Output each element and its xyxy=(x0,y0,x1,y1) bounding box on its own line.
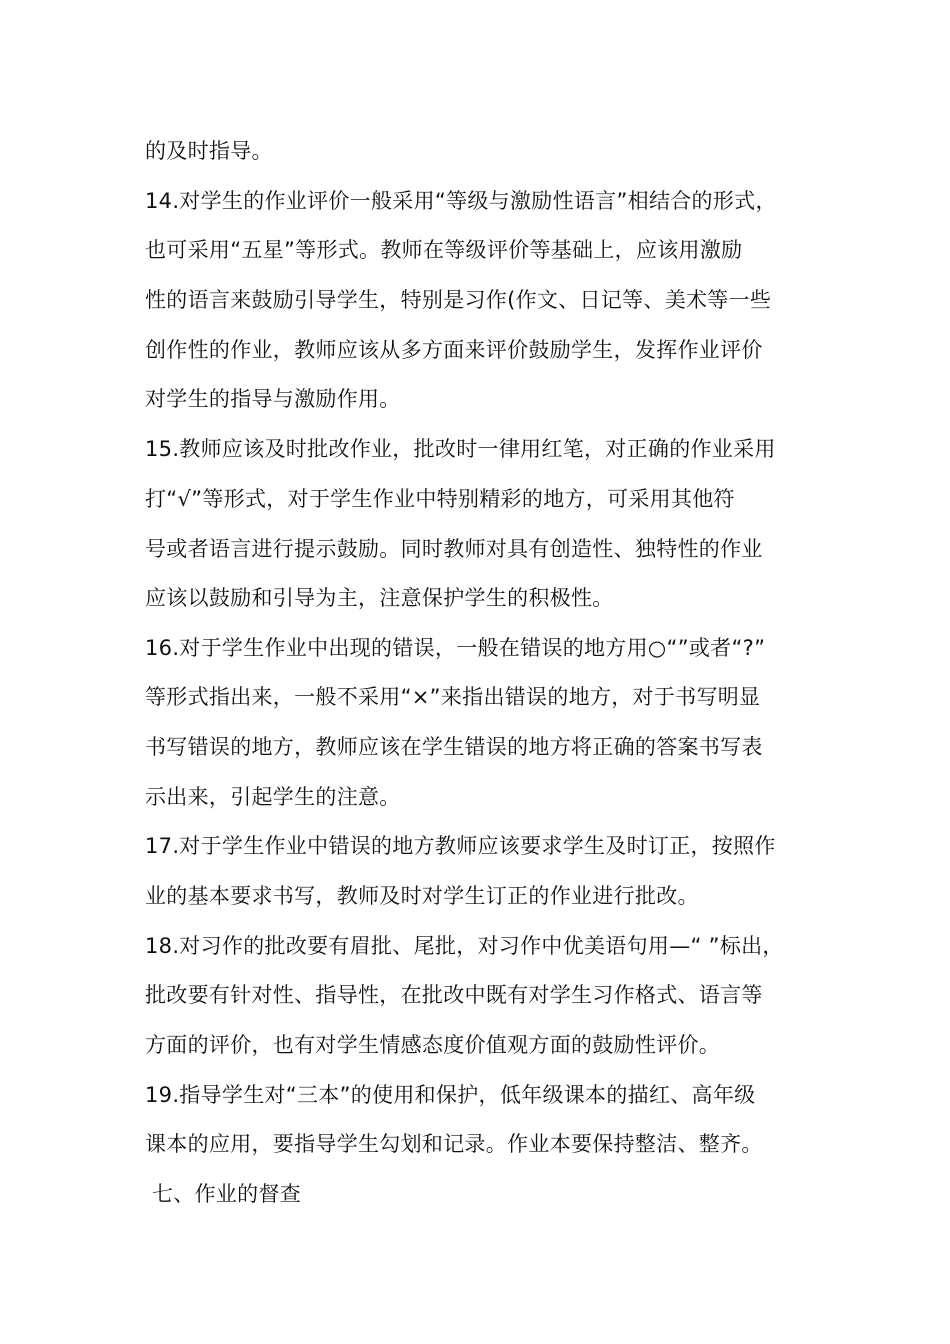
item-16-line-1: 16.对于学生作业中出现的错误，一般在错误的地方用○“”或者“?” xyxy=(145,636,766,660)
item-17-line-1: 17.对于学生作业中错误的地方教师应该要求学生及时订正，按照作 xyxy=(145,834,776,858)
text-line: 等形式指出来，一般不采用“×”来指出错误的地方，对于书写明显 xyxy=(145,685,761,709)
text-line: 课本的应用，要指导学生勾划和记录。作业本要保持整洁、整齐。 xyxy=(145,1132,763,1156)
text-line: 的及时指导。 xyxy=(145,139,273,163)
text-line: 创作性的作业，教师应该从多方面来评价鼓励学生，发挥作业评价 xyxy=(145,338,763,362)
item-14-line-1: 14.对学生的作业评价一般采用“等级与激励性语言”相结合的形式， xyxy=(145,189,777,213)
text-line: 方面的评价，也有对学生情感态度价值观方面的鼓励性评价。 xyxy=(145,1033,721,1057)
text-line: 号或者语言进行提示鼓励。同时教师对具有创造性、独特性的作业 xyxy=(145,537,763,561)
item-18-line-1: 18.对习作的批改要有眉批、尾批，对习作中优美语句用—“ ”标出， xyxy=(145,934,784,958)
text-line: 示出来，引起学生的注意。 xyxy=(145,785,401,809)
item-19-line-1: 19.指导学生对“三本”的使用和保护，低年级课本的描红、高年级 xyxy=(145,1083,756,1107)
text-line: 对学生的指导与激励作用。 xyxy=(145,387,401,411)
text-line: 批改要有针对性、指导性，在批改中既有对学生习作格式、语言等 xyxy=(145,983,763,1007)
item-15-line-1: 15.教师应该及时批改作业，批改时一律用红笔，对正确的作业采用 xyxy=(145,437,776,461)
section-heading: 七、作业的督查 xyxy=(145,1182,302,1206)
text-line: 书写错误的地方，教师应该在学生错误的地方将正确的答案书写表 xyxy=(145,735,763,759)
text-line: 应该以鼓励和引导为主，注意保护学生的积极性。 xyxy=(145,586,614,610)
text-line: 打“√”等形式，对于学生作业中特别精彩的地方，可采用其他符 xyxy=(145,487,735,511)
text-line: 也可采用“五星”等形式。教师在等级评价等基础上，应该用激励 xyxy=(145,238,743,262)
text-line: 性的语言来鼓励引导学生，特别是习作(作文、日记等、美术等一些 xyxy=(145,288,772,312)
text-line: 业的基本要求书写，教师及时对学生订正的作业进行批改。 xyxy=(145,884,699,908)
